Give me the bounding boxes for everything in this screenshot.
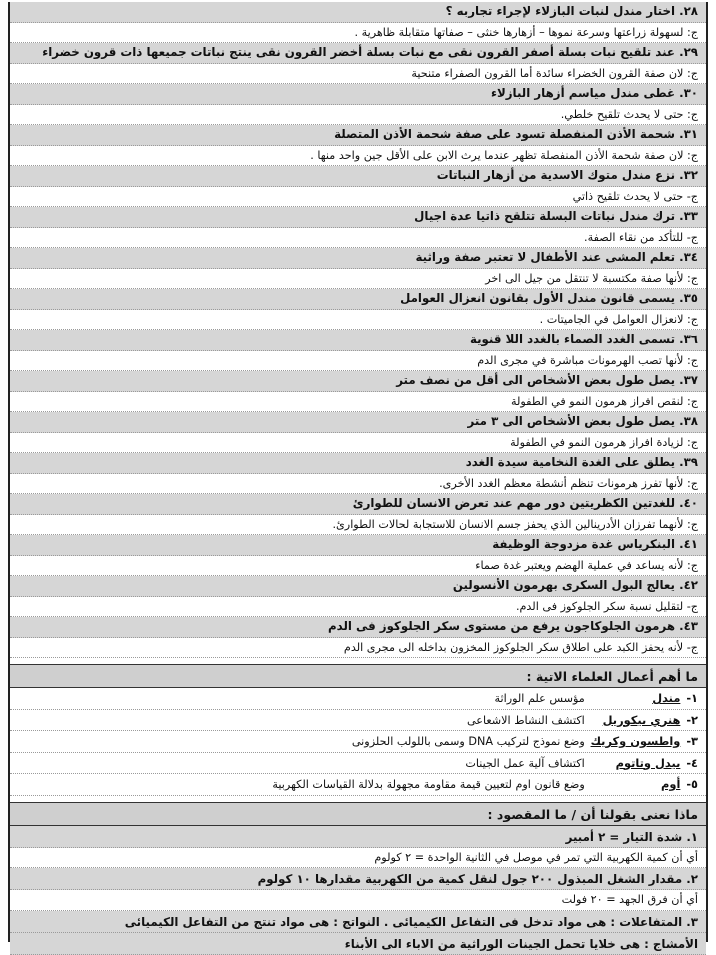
question-42: ٤٢. يعالج البول السكرى بهرمون الأنسولين xyxy=(10,576,706,597)
scientist-name: بيدل وتاتوم xyxy=(615,755,681,770)
question-35: ٣٥. يسمى قانون مندل الأول بقانون انعزال العوامل xyxy=(10,289,706,310)
scientist-work: وضع قانون اوم لتعيين قيمة مقاومة مجهولة بدلالة القياسات الكهربية xyxy=(272,778,585,791)
scientist-work: مؤسس علم الوراثة xyxy=(494,692,585,705)
scientist-number: ٣- xyxy=(686,734,698,748)
meaning-answer-2: أي أن فرق الجهد = ٢٠ فولت xyxy=(10,890,706,911)
meaning-question-1: ١. شدة التيار = ٢ أمبير xyxy=(10,826,706,848)
question-29: ٢٩. عند تلقيح نبات بسلة أصفر القرون نقى مع نبات بسلة أخضر القرون نقى ينتج نباتات جميعها ذات قرون خضراء xyxy=(10,43,706,64)
question-38: ٣٨. يصل طول بعض الأشخاص الى ٣ متر xyxy=(10,412,706,433)
scientist-number: ٥- xyxy=(686,777,698,791)
scientists-list xyxy=(10,688,706,796)
question-30: ٣٠. غطى مندل مياسم أزهار البازلاء xyxy=(10,84,706,105)
question-43: ٤٣. هرمون الجلوكاجون يرفع من مستوى سكر الجلوكوز فى الدم xyxy=(10,617,706,638)
answer-32: ج- حتى لا يحدث تلقيح ذاتي xyxy=(10,187,706,208)
question-36: ٣٦. تسمى الغدد الصماء بالغدد اللا قنوية xyxy=(10,330,706,351)
question-28: ٢٨. اختار مندل لنبات البازلاء لإجراء تجاربه ؟ xyxy=(10,2,706,23)
scientist-name: هنري بيكوريل xyxy=(602,712,681,727)
answer-33: ج- للتأكد من نقاء الصفة. xyxy=(10,228,706,249)
worksheet-frame xyxy=(8,2,708,951)
meaning-question-3: ٣. المتفاعلات : هى مواد تدخل فى التفاعل الكيميائى . النواتج : هى مواد تنتج من التفاعل الكيميائى xyxy=(10,911,706,933)
question-34: ٣٤. تعلم المشى عند الأطفال لا تعتبر صفة وراثية xyxy=(10,248,706,269)
question-31: ٣١. شحمة الأذن المنفصلة تسود على صفة شحمة الأذن المتصلة xyxy=(10,125,706,146)
scientist-row xyxy=(10,774,706,796)
answer-38: ج: لزيادة افراز هرمون النمو في الطفولة xyxy=(10,433,706,454)
scientists-header: ما أهم أعمال العلماء الاتية : xyxy=(10,664,706,688)
answer-29: ج: لان صفة القرون الخضراء سائدة أما القرون الصفراء متنحية xyxy=(10,64,706,85)
answer-28: ج: لسهولة زراعتها وسرعة نموها – أزهارها خنثى – صفاتها متقابلة ظاهرية . xyxy=(10,23,706,44)
scientist-name: أوم xyxy=(661,777,681,791)
scientist-work: اكتشف النشاط الاشعاعى xyxy=(466,713,585,727)
scientist-row xyxy=(10,753,706,775)
question-40: ٤٠. للغدتين الكظريتين دور مهم عند تعرض الانسان للطوارئ xyxy=(10,494,706,515)
qa-list xyxy=(10,2,706,658)
scientist-row xyxy=(10,688,706,710)
scientist-row xyxy=(10,710,706,732)
answer-42: ج- لتقليل نسبة سكر الجلوكوز فى الدم. xyxy=(10,597,706,618)
answer-30: ج: حتى لا يحدث تلقيح خلطي. xyxy=(10,105,706,126)
answer-36: ج: لأنها تصب الهرمونات مباشرة في مجرى الدم xyxy=(10,351,706,372)
answer-39: ج: لأنها تفرز هرمونات تنظم أنشطة معظم الغدد الأخرى. xyxy=(10,474,706,495)
answer-40: ج: لأنهما تفرزان الأدرينالين الذي يحفز جسم الانسان للاستجابة لحالات الطوارئ. xyxy=(10,515,706,536)
scientist-name: مندل xyxy=(652,691,681,705)
answer-31: ج: لان صفة شحمة الأذن المنفصلة تظهر عندما يرث الابن على الأقل جين واحد منها . xyxy=(10,146,706,167)
scientist-name: واطسون وكريك xyxy=(590,734,681,748)
meaning-answer-1: أي أن كمية الكهربية التي تمر في موصل في الثانية الواحدة = ٢ كولوم xyxy=(10,848,706,869)
meanings-list xyxy=(10,826,706,955)
meaning-question-2: ٢. مقدار الشغل المبذول ٢٠٠ جول لنقل كمية من الكهربية مقدارها ١٠ كولوم xyxy=(10,868,706,890)
meaning-question-4: الأمشاج : هى خلايا تحمل الجينات الوراثية من الاباء الى الأبناء xyxy=(10,933,706,955)
scientist-work: اكتشاف آلية عمل الجينات xyxy=(465,756,585,770)
answer-35: ج: لانعزال العوامل في الجاميتات . xyxy=(10,310,706,331)
scientist-row xyxy=(10,731,706,753)
answer-41: ج: لأنه يساعد في عملية الهضم ويعتبر غدة صماء xyxy=(10,556,706,577)
scientist-number: ٢- xyxy=(686,712,698,727)
answer-43: ج- لأنه يحفز الكبد على اطلاق سكر الجلوكوز المخزون بداخله الى مجرى الدم xyxy=(10,638,706,659)
question-37: ٣٧. يصل طول بعض الأشخاص الى أقل من نصف متر xyxy=(10,371,706,392)
scientist-number: ٤- xyxy=(686,755,698,770)
meanings-header: ماذا نعنى بقولنا أن / ما المقصود : xyxy=(10,802,706,826)
question-33: ٣٣. ترك مندل نباتات البسلة تتلقح ذاتيا عدة اجيال xyxy=(10,207,706,228)
answer-37: ج: لنقص افراز هرمون النمو في الطفولة xyxy=(10,392,706,413)
question-32: ٣٢. نزع مندل متوك الاسدية من أزهار النباتات xyxy=(10,166,706,187)
scientist-work: وضع نموذج لتركيب DNA وسمى باللولب الحلزونى xyxy=(351,735,585,748)
question-41: ٤١. البنكرياس غدة مزدوجة الوظيفة xyxy=(10,535,706,556)
question-39: ٣٩. يطلق على الغدة النخامية سيدة الغدد xyxy=(10,453,706,474)
answer-34: ج: لأنها صفة مكتسبة لا تنتقل من جيل الى اخر xyxy=(10,269,706,290)
scientist-number: ١- xyxy=(686,691,698,705)
